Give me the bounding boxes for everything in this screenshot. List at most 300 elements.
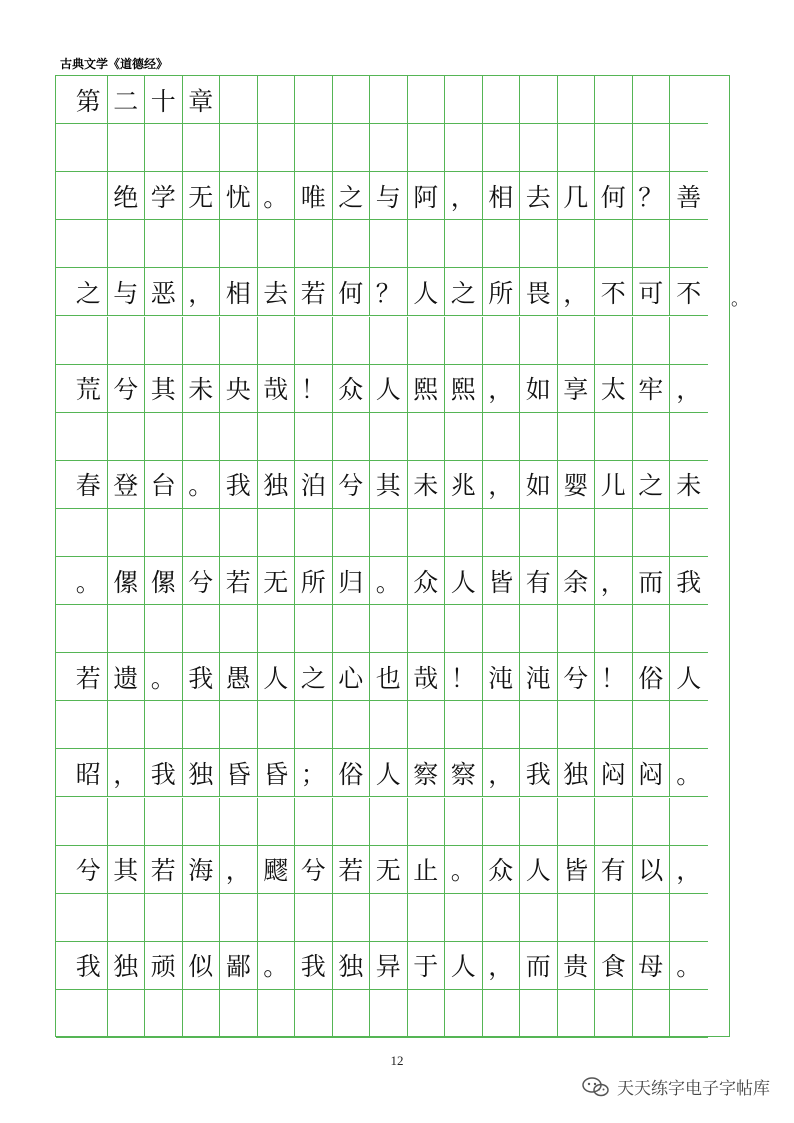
grid-cell bbox=[258, 605, 296, 653]
grid-cell: 忧 bbox=[220, 172, 258, 220]
grid-cell bbox=[483, 894, 521, 942]
grid-cell bbox=[520, 124, 558, 172]
grid-cell: 可 bbox=[633, 268, 671, 316]
grid-cell bbox=[145, 701, 183, 749]
grid-cell: 未 bbox=[183, 365, 221, 413]
grid-cell: 无 bbox=[370, 846, 408, 894]
grid-cell: 我 bbox=[145, 749, 183, 797]
grid-cell bbox=[483, 605, 521, 653]
grid-cell bbox=[520, 798, 558, 846]
grid-cell bbox=[145, 413, 183, 461]
grid-row bbox=[56, 172, 729, 220]
grid-cell bbox=[633, 413, 671, 461]
grid-cell bbox=[445, 413, 483, 461]
grid-cell bbox=[595, 894, 633, 942]
grid-cell bbox=[520, 605, 558, 653]
grid-cell bbox=[258, 317, 296, 365]
grid-cell: ！ bbox=[295, 365, 333, 413]
grid-margin bbox=[56, 76, 70, 124]
grid-cell bbox=[258, 76, 296, 124]
grid-cell bbox=[483, 701, 521, 749]
grid-cell bbox=[333, 894, 371, 942]
grid-cell bbox=[108, 990, 146, 1038]
grid-cell: 察 bbox=[445, 749, 483, 797]
grid-cell bbox=[183, 605, 221, 653]
grid-cell bbox=[145, 894, 183, 942]
grid-cell bbox=[333, 701, 371, 749]
grid-cell bbox=[295, 701, 333, 749]
grid-cell: 人 bbox=[370, 749, 408, 797]
grid-cell: 若 bbox=[333, 846, 371, 894]
grid-cell: 以 bbox=[633, 846, 671, 894]
grid-cell: 。 bbox=[145, 653, 183, 701]
grid-cell: 我 bbox=[220, 461, 258, 509]
grid-cell: 我 bbox=[70, 942, 108, 990]
grid-cell bbox=[220, 76, 258, 124]
grid-cell: 。 bbox=[258, 172, 296, 220]
grid-cell bbox=[445, 605, 483, 653]
grid-cell: 去 bbox=[520, 172, 558, 220]
grid-cell bbox=[70, 990, 108, 1038]
grid-cell: 。 bbox=[370, 557, 408, 605]
grid-cell bbox=[183, 124, 221, 172]
grid-cell: 沌 bbox=[520, 653, 558, 701]
grid-cell: ， bbox=[483, 461, 521, 509]
grid-cell bbox=[183, 894, 221, 942]
grid-cell bbox=[595, 76, 633, 124]
grid-cell: ， bbox=[558, 268, 596, 316]
grid-cell: 鄙 bbox=[220, 942, 258, 990]
grid-cell bbox=[558, 317, 596, 365]
grid-cell bbox=[483, 124, 521, 172]
grid-cell bbox=[258, 701, 296, 749]
grid-cell bbox=[70, 894, 108, 942]
grid-cell bbox=[220, 317, 258, 365]
grid-cell bbox=[295, 509, 333, 557]
grid-cell bbox=[70, 220, 108, 268]
grid-cell bbox=[370, 701, 408, 749]
grid-cell: 其 bbox=[108, 846, 146, 894]
grid-cell: 飂 bbox=[258, 846, 296, 894]
grid-cell bbox=[595, 413, 633, 461]
grid-cell: 皆 bbox=[483, 557, 521, 605]
grid-cell: 傫 bbox=[108, 557, 146, 605]
grid-cell: 止 bbox=[408, 846, 446, 894]
grid-cell: 与 bbox=[370, 172, 408, 220]
grid-cell bbox=[670, 76, 708, 124]
grid-cell: ， bbox=[670, 365, 708, 413]
grid-cell bbox=[258, 509, 296, 557]
grid-cell bbox=[595, 701, 633, 749]
grid-cell bbox=[295, 605, 333, 653]
grid-cell: 牢 bbox=[633, 365, 671, 413]
grid-cell bbox=[370, 76, 408, 124]
grid-cell: 众 bbox=[483, 846, 521, 894]
grid-row bbox=[56, 894, 729, 942]
grid-row bbox=[56, 701, 729, 749]
grid-cell bbox=[145, 124, 183, 172]
grid-cell bbox=[258, 798, 296, 846]
grid-cell: 我 bbox=[183, 653, 221, 701]
grid-cell: 学 bbox=[145, 172, 183, 220]
grid-cell: 二 bbox=[108, 76, 146, 124]
grid-cell: 若 bbox=[295, 268, 333, 316]
grid-cell: 何 bbox=[333, 268, 371, 316]
grid-cell bbox=[633, 317, 671, 365]
grid-cell bbox=[220, 605, 258, 653]
grid-cell bbox=[183, 701, 221, 749]
grid-cell bbox=[408, 413, 446, 461]
grid-cell bbox=[70, 172, 108, 220]
grid-cell bbox=[445, 124, 483, 172]
grid-cell: 我 bbox=[670, 557, 708, 605]
grid-cell bbox=[220, 124, 258, 172]
grid-cell: 熙 bbox=[445, 365, 483, 413]
grid-cell: 婴 bbox=[558, 461, 596, 509]
grid-cell bbox=[670, 605, 708, 653]
grid-cell bbox=[333, 76, 371, 124]
grid-cell: 享 bbox=[558, 365, 596, 413]
grid-cell bbox=[333, 990, 371, 1038]
grid-cell bbox=[145, 990, 183, 1038]
grid-cell bbox=[595, 124, 633, 172]
grid-cell: 畏 bbox=[520, 268, 558, 316]
grid-cell bbox=[408, 990, 446, 1038]
grid-cell: 几 bbox=[558, 172, 596, 220]
grid-cell: 有 bbox=[520, 557, 558, 605]
grid-cell bbox=[70, 701, 108, 749]
grid-cell bbox=[520, 76, 558, 124]
grid-cell: 遗 bbox=[108, 653, 146, 701]
grid-cell bbox=[670, 220, 708, 268]
grid-cell: 去 bbox=[258, 268, 296, 316]
grid-cell bbox=[295, 798, 333, 846]
grid-cell bbox=[558, 605, 596, 653]
grid-cell: 众 bbox=[333, 365, 371, 413]
grid-cell bbox=[183, 317, 221, 365]
grid-margin bbox=[56, 124, 70, 172]
grid-cell bbox=[70, 124, 108, 172]
grid-cell bbox=[370, 894, 408, 942]
grid-cell: 兮 bbox=[70, 846, 108, 894]
grid-row bbox=[56, 605, 729, 653]
grid-margin bbox=[56, 509, 70, 557]
grid-cell: 傫 bbox=[145, 557, 183, 605]
grid-cell: 人 bbox=[370, 365, 408, 413]
grid-cell: 人 bbox=[520, 846, 558, 894]
grid-margin bbox=[56, 990, 70, 1038]
grid-cell bbox=[408, 317, 446, 365]
grid-cell: 兆 bbox=[445, 461, 483, 509]
grid-margin bbox=[56, 268, 70, 316]
grid-cell: ， bbox=[183, 268, 221, 316]
grid-cell: 兮 bbox=[295, 846, 333, 894]
grid-cell: 未 bbox=[408, 461, 446, 509]
grid-row bbox=[56, 990, 729, 1038]
grid-cell bbox=[558, 124, 596, 172]
grid-cell: ， bbox=[670, 846, 708, 894]
grid-cell bbox=[108, 894, 146, 942]
grid-cell: 十 bbox=[145, 76, 183, 124]
grid-cell: 若 bbox=[220, 557, 258, 605]
grid-cell: 。 bbox=[183, 461, 221, 509]
grid-cell bbox=[108, 317, 146, 365]
grid-cell bbox=[558, 894, 596, 942]
grid-cell bbox=[558, 701, 596, 749]
grid-cell bbox=[558, 990, 596, 1038]
grid-cell: 如 bbox=[520, 365, 558, 413]
grid-margin bbox=[56, 894, 70, 942]
grid-cell bbox=[520, 990, 558, 1038]
grid-cell bbox=[370, 124, 408, 172]
grid-row bbox=[56, 220, 729, 268]
grid-cell: ， bbox=[445, 172, 483, 220]
grid-cell bbox=[145, 605, 183, 653]
grid-row bbox=[56, 653, 729, 701]
grid-cell: 之 bbox=[70, 268, 108, 316]
grid-cell bbox=[595, 605, 633, 653]
grid-cell bbox=[558, 798, 596, 846]
grid-cell: 无 bbox=[183, 172, 221, 220]
grid-cell: 母 bbox=[633, 942, 671, 990]
grid-cell bbox=[595, 220, 633, 268]
grid-cell bbox=[633, 76, 671, 124]
grid-cell bbox=[108, 413, 146, 461]
grid-cell: 于 bbox=[408, 942, 446, 990]
grid-cell bbox=[295, 990, 333, 1038]
grid-cell bbox=[108, 701, 146, 749]
grid-cell bbox=[483, 509, 521, 557]
grid-cell: 何 bbox=[595, 172, 633, 220]
grid-cell: 兮 bbox=[333, 461, 371, 509]
grid-cell: 食 bbox=[595, 942, 633, 990]
grid-cell bbox=[670, 798, 708, 846]
grid-cell bbox=[520, 701, 558, 749]
grid-cell bbox=[258, 894, 296, 942]
grid-cell: 有 bbox=[595, 846, 633, 894]
grid-cell bbox=[258, 220, 296, 268]
grid-row bbox=[56, 509, 729, 557]
grid-cell bbox=[333, 605, 371, 653]
grid-cell bbox=[333, 798, 371, 846]
grid-cell bbox=[558, 509, 596, 557]
grid-cell: 我 bbox=[295, 942, 333, 990]
grid-cell bbox=[595, 990, 633, 1038]
grid-cell bbox=[670, 413, 708, 461]
grid-cell bbox=[333, 317, 371, 365]
grid-cell: 相 bbox=[220, 268, 258, 316]
grid-cell: 察 bbox=[408, 749, 446, 797]
grid-cell bbox=[445, 317, 483, 365]
grid-cell bbox=[295, 124, 333, 172]
grid-cell: 第 bbox=[70, 76, 108, 124]
grid-cell bbox=[670, 509, 708, 557]
grid-cell bbox=[70, 605, 108, 653]
grid-cell bbox=[370, 605, 408, 653]
grid-cell: 阿 bbox=[408, 172, 446, 220]
grid-cell bbox=[445, 220, 483, 268]
grid-cell: 。 bbox=[70, 557, 108, 605]
grid-cell: 之 bbox=[333, 172, 371, 220]
grid-cell: 不 bbox=[670, 268, 708, 316]
grid-cell bbox=[145, 220, 183, 268]
grid-cell bbox=[220, 413, 258, 461]
grid-cell bbox=[445, 990, 483, 1038]
grid-margin bbox=[56, 461, 70, 509]
grid-cell bbox=[108, 509, 146, 557]
grid-margin bbox=[56, 846, 70, 894]
grid-margin bbox=[56, 413, 70, 461]
grid-row bbox=[56, 268, 729, 316]
grid-cell bbox=[295, 413, 333, 461]
grid-cell: 独 bbox=[333, 942, 371, 990]
grid-cell: 儿 bbox=[595, 461, 633, 509]
grid-cell: 善 bbox=[670, 172, 708, 220]
grid-cell: 人 bbox=[445, 557, 483, 605]
grid-cell bbox=[108, 798, 146, 846]
grid-cell bbox=[558, 76, 596, 124]
grid-cell bbox=[70, 798, 108, 846]
grid-cell bbox=[670, 701, 708, 749]
grid-cell bbox=[595, 798, 633, 846]
grid-cell: 哉 bbox=[408, 653, 446, 701]
grid-cell: ， bbox=[595, 557, 633, 605]
grid-cell: 俗 bbox=[633, 653, 671, 701]
grid-cell bbox=[520, 220, 558, 268]
grid-cell: 而 bbox=[520, 942, 558, 990]
grid-margin bbox=[56, 605, 70, 653]
grid-cell: 兮 bbox=[558, 653, 596, 701]
grid-margin bbox=[56, 172, 70, 220]
grid-cell bbox=[408, 509, 446, 557]
grid-cell bbox=[370, 317, 408, 365]
grid-cell: 绝 bbox=[108, 172, 146, 220]
grid-cell bbox=[145, 317, 183, 365]
grid-cell bbox=[633, 990, 671, 1038]
grid-cell: 心 bbox=[333, 653, 371, 701]
grid-row bbox=[56, 557, 729, 605]
grid-cell: 无 bbox=[258, 557, 296, 605]
grid-cell: 归 bbox=[333, 557, 371, 605]
grid-cell: ， bbox=[108, 749, 146, 797]
grid-cell bbox=[520, 413, 558, 461]
grid-cell bbox=[333, 124, 371, 172]
grid-cell bbox=[520, 894, 558, 942]
grid-cell bbox=[408, 894, 446, 942]
grid-cell bbox=[483, 413, 521, 461]
grid-cell: 与 bbox=[108, 268, 146, 316]
grid-cell: 。 bbox=[258, 942, 296, 990]
grid-cell: 沌 bbox=[483, 653, 521, 701]
grid-cell bbox=[408, 220, 446, 268]
grid-cell bbox=[670, 124, 708, 172]
grid-cell bbox=[295, 894, 333, 942]
grid-cell bbox=[108, 220, 146, 268]
grid-cell bbox=[183, 990, 221, 1038]
grid-cell bbox=[633, 701, 671, 749]
document-header: 古典文学《道德经》 bbox=[60, 57, 169, 71]
grid-cell bbox=[220, 990, 258, 1038]
grid-cell: ！ bbox=[445, 653, 483, 701]
grid-cell bbox=[483, 76, 521, 124]
grid-cell bbox=[183, 413, 221, 461]
grid-margin bbox=[56, 557, 70, 605]
practice-grid bbox=[55, 75, 730, 1037]
grid-cell: 泊 bbox=[295, 461, 333, 509]
grid-cell bbox=[633, 894, 671, 942]
grid-cell: 兮 bbox=[183, 557, 221, 605]
grid-cell: 闷 bbox=[633, 749, 671, 797]
grid-cell: ； bbox=[295, 749, 333, 797]
grid-cell: ？ bbox=[370, 268, 408, 316]
page-number: 12 bbox=[390, 1053, 404, 1068]
grid-cell bbox=[108, 605, 146, 653]
grid-cell: 。 bbox=[670, 749, 708, 797]
grid-cell: 恶 bbox=[145, 268, 183, 316]
grid-cell: 唯 bbox=[295, 172, 333, 220]
grid-cell bbox=[520, 509, 558, 557]
grid-cell bbox=[295, 76, 333, 124]
grid-row bbox=[56, 749, 729, 797]
grid-cell: 。 bbox=[670, 942, 708, 990]
grid-cell: 所 bbox=[295, 557, 333, 605]
grid-cell: 之 bbox=[633, 461, 671, 509]
grid-cell: 登 bbox=[108, 461, 146, 509]
grid-cell bbox=[633, 509, 671, 557]
grid-cell bbox=[595, 509, 633, 557]
grid-margin bbox=[56, 701, 70, 749]
grid-margin bbox=[56, 317, 70, 365]
grid-cell bbox=[633, 798, 671, 846]
grid-cell: 贵 bbox=[558, 942, 596, 990]
grid-cell: 。 bbox=[445, 846, 483, 894]
grid-margin bbox=[56, 749, 70, 797]
grid-cell bbox=[258, 124, 296, 172]
grid-cell: 其 bbox=[145, 365, 183, 413]
grid-cell: 独 bbox=[258, 461, 296, 509]
grid-cell bbox=[483, 798, 521, 846]
grid-cell bbox=[258, 413, 296, 461]
grid-cell: 而 bbox=[633, 557, 671, 605]
grid-cell bbox=[220, 220, 258, 268]
grid-cell bbox=[520, 317, 558, 365]
grid-cell: 不 bbox=[595, 268, 633, 316]
grid-cell: 众 bbox=[408, 557, 446, 605]
grid-cell: 如 bbox=[520, 461, 558, 509]
grid-cell bbox=[558, 220, 596, 268]
grid-cell: 章 bbox=[183, 76, 221, 124]
grid-cell: 人 bbox=[670, 653, 708, 701]
grid-cell bbox=[108, 124, 146, 172]
grid-cell bbox=[633, 220, 671, 268]
grid-cell: 我 bbox=[520, 749, 558, 797]
grid-cell bbox=[670, 990, 708, 1038]
grid-cell: ， bbox=[483, 749, 521, 797]
grid-margin bbox=[56, 365, 70, 413]
grid-cell bbox=[408, 701, 446, 749]
grid-cell bbox=[445, 76, 483, 124]
grid-row bbox=[56, 461, 729, 509]
grid-cell: 闷 bbox=[595, 749, 633, 797]
grid-cell: ， bbox=[483, 942, 521, 990]
grid-cell bbox=[220, 798, 258, 846]
grid-cell bbox=[445, 798, 483, 846]
grid-cell bbox=[408, 798, 446, 846]
grid-cell: 异 bbox=[370, 942, 408, 990]
grid-cell bbox=[145, 798, 183, 846]
grid-cell bbox=[370, 509, 408, 557]
grid-row bbox=[56, 846, 729, 894]
